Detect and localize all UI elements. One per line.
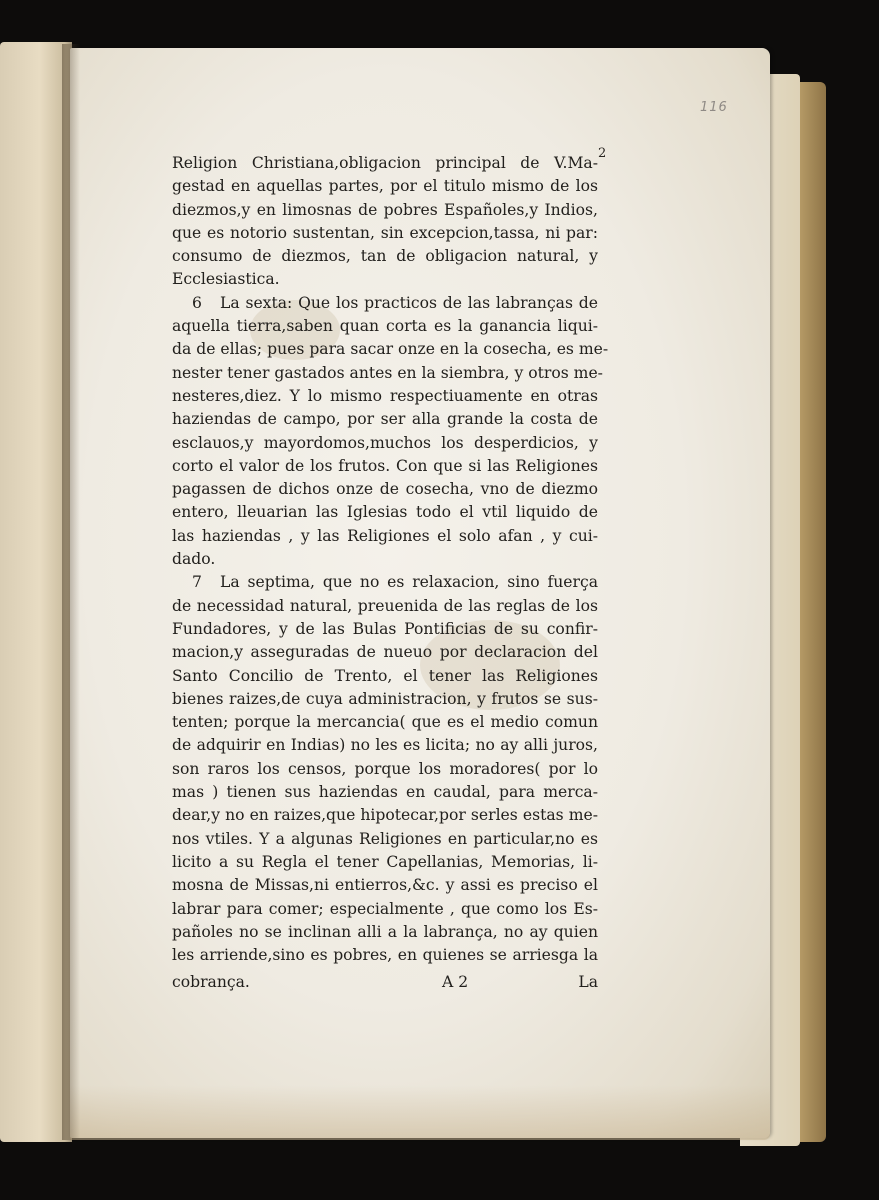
text-line <box>172 851 598 874</box>
text-line <box>172 338 609 361</box>
text-line <box>172 688 598 711</box>
line-text: haziendas de campo, por ser alla grande la costa de <box>172 410 598 429</box>
text-line <box>172 944 598 967</box>
line-text: dear,y no en raizes,que hipotecar,por serles estas me- <box>172 806 598 825</box>
text-line <box>172 641 598 664</box>
text-line <box>172 548 598 571</box>
text-line <box>172 758 598 781</box>
line-text: dado. <box>172 550 216 569</box>
text-line <box>172 595 598 618</box>
line-text: gestad en aquellas partes, por el titulo mismo de los <box>172 177 598 196</box>
line-text: mas ) tienen sus haziendas en caudal, para merca- <box>172 783 598 802</box>
line-text: Santo Concilio de Trento, el tener las Religiones <box>172 666 598 685</box>
line-text: nos vtiles. Y a algunas Religiones en particular,no es <box>172 829 598 848</box>
line-text: bienes raizes,de cuya administracion, y frutos se sus- <box>172 689 598 708</box>
line-text: diezmos,y en limosnas de pobres Españoles,y Indios, <box>172 200 598 219</box>
line-text: Ecclesiastica. <box>172 270 280 289</box>
line-text: aquella tierra,saben quan corta es la ganancia liqui- <box>172 317 598 336</box>
line-text: Religion Christiana,obligacion principal de V.Ma- <box>172 154 598 172</box>
text-line <box>172 804 598 827</box>
text-line <box>172 268 598 291</box>
text-line <box>172 175 598 198</box>
text-line <box>172 245 598 268</box>
text-line <box>172 618 598 641</box>
text-line <box>172 781 598 804</box>
line-text: tenten; porque la mercancia( que es el medio comun <box>172 713 598 732</box>
line-text: entero, lleuarian las Iglesias todo el vtil liquido de <box>172 503 598 522</box>
text-line <box>172 734 598 757</box>
text-line <box>172 828 598 851</box>
line-text: pañoles no se inclinan alli a la labrança, no ay quien <box>172 922 598 941</box>
line-text: de adquirir en Indias) no les es licita; no ay alli juros, <box>172 736 598 755</box>
paragraph-number: 6 <box>192 293 202 312</box>
line-text: labrar para comer; especialmente , que como los Es- <box>172 899 598 918</box>
text-line <box>172 315 598 338</box>
line-text: Fundadores, y de las Bulas Pontificias de su confir- <box>172 619 598 638</box>
gutter-shadow <box>62 44 80 1140</box>
line-text: esclauos,y mayordomos,muchos los desperdicios, y <box>172 433 598 452</box>
text-line <box>172 408 598 431</box>
line-text: licito a su Regla el tener Capellanias, Memorias, li- <box>172 852 598 871</box>
text-line <box>172 898 598 921</box>
text-line <box>172 711 598 734</box>
paragraph-number: 7 <box>192 573 202 592</box>
line-text: que es notorio sustentan, sin excepcion,tassa, ni par: <box>172 223 598 242</box>
text-line <box>172 222 598 245</box>
text-line <box>172 292 598 315</box>
line-text: de necessidad natural, preuenida de las reglas de los <box>172 596 598 615</box>
text-line <box>172 455 598 478</box>
line-text: les arriende,sino es pobres, en quienes se arriesga la <box>172 946 598 965</box>
line-text: son raros los censos, porque los moradores( por lo <box>172 759 598 778</box>
page-footer <box>172 973 598 997</box>
line-text: da de ellas; pues para sacar onze en la cosecha, es me- <box>172 340 609 359</box>
line-text: pagassen de dichos onze de cosecha, vno de diezmo <box>172 480 598 499</box>
final-word: cobrança. <box>172 973 250 991</box>
line-text: La sexta: Que los practicos de las labranças de <box>220 293 598 312</box>
body-text <box>172 152 609 967</box>
line-text: mosna de Missas,ni entierros,&c. y assi es preciso el <box>172 876 598 895</box>
text-line <box>172 665 598 688</box>
catchword: La <box>578 973 598 991</box>
line-text: corto el valor de los frutos. Con que si las Religiones <box>172 456 598 475</box>
text-line <box>172 362 603 385</box>
manuscript-folio-mark: 116 <box>700 100 728 115</box>
line-text: macion,y asseguradas de nueuo por declaracion del <box>172 643 598 662</box>
line-text: las haziendas , y las Religiones el solo afan , y cui- <box>172 526 598 545</box>
line-text: consumo de diezmos, tan de obligacion natural, y <box>172 247 598 266</box>
line-text: nester tener gastados antes en la siembra, y otros me- <box>172 363 603 382</box>
text-line <box>172 432 598 455</box>
text-line <box>172 478 598 501</box>
text-line <box>172 921 598 944</box>
text-line <box>172 501 598 524</box>
text-line <box>172 199 598 222</box>
text-line <box>172 874 598 897</box>
text-line <box>172 152 598 175</box>
text-line <box>172 385 598 408</box>
text-line <box>172 571 598 594</box>
page-bottom-foxing <box>70 1085 770 1140</box>
line-text: nesteres,diez. Y lo mismo respectiuamente en otras <box>172 386 598 405</box>
line-text: La septima, que no es relaxacion, sino fuerça <box>220 573 598 592</box>
signature-mark: A 2 <box>442 973 469 991</box>
text-line <box>172 525 598 548</box>
page-number: 2 <box>598 146 607 161</box>
